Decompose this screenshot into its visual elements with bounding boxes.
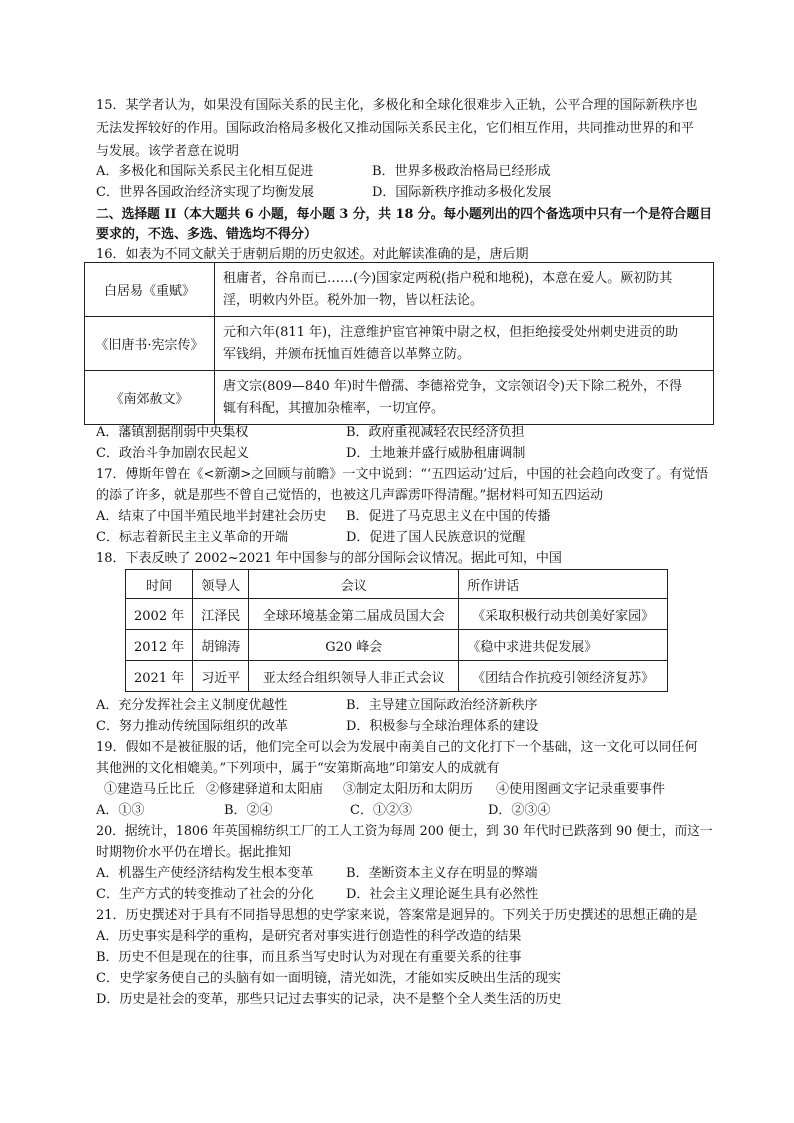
q16-option-a: A．藩镇割据削弱中央集权 — [96, 425, 249, 440]
q16-table — [84, 262, 714, 425]
q20-stem-line-1: 20．据统计，1806 年英国棉纺织工厂的工人工资为每周 200 便士，到 30 年代时已跌落到 90 便士，而这一 — [96, 824, 713, 839]
q15-option-b: B．世界多极政治格局已经形成 — [372, 164, 551, 179]
q18-cell: G20 峰会 — [249, 630, 459, 661]
q17-option-c: C．标志着新民主主义革命的开端 — [96, 530, 288, 545]
q18-cell: 胡锦涛 — [193, 630, 249, 661]
q16-option-b: B．政府重视减轻农民经济负担 — [346, 425, 525, 440]
q15-option-a: A．多极化和国际关系民主化相互促进 — [96, 164, 314, 179]
q16-text-line: 辄有科配，其擅加杂榷率，一切宜停。 — [223, 400, 445, 416]
q19-stem-line-2: 其他洲的文化相媲美。”下列项中，属于“安第斯高地”印第安人的成就有 — [96, 761, 500, 776]
q16-text-cell — [215, 371, 714, 425]
q16-source-cell: 白居易《重赋》 — [85, 263, 215, 317]
q18-header-row — [126, 570, 668, 599]
q16-text-line: 租庸者，谷帛而已……(今)国家定两税(指户税和地税)，本意在爱人。厥初防其 — [223, 270, 673, 286]
q21-option-d: D．历史是社会的变革，那些只记过去事实的记录，决不是整个全人类生活的历史 — [96, 992, 562, 1007]
q18-cell: 全球环境基金第二届成员国大会 — [249, 599, 459, 630]
q16-text-line: 唐文宗(809—840 年)时牛僧孺、李德裕党争，文宗领诏令)天下除二税外，不得 — [223, 378, 682, 394]
q18-cell: 2012 年 — [126, 630, 193, 661]
q17-stem-line-1: 17．傅斯年曾在《<新潮>之回顾与前瞻》一文中说到：“‘五四运动’过后，中国的社会趋向改变了。有觉悟 — [96, 467, 709, 482]
q18-option-a: A．充分发挥社会主义制度优越性 — [96, 698, 288, 713]
q18-table-row — [126, 630, 668, 661]
q18-cell: 《稳中求进共促发展》 — [459, 630, 668, 661]
section2-heading-line-2: 要求的，不选、多选、错选均不得分） — [96, 227, 318, 242]
q18-stem: 18．下表反映了 2002~2021 年中国参与的部分国际会议情况。据此可知，中国 — [96, 551, 562, 566]
q19-stem-line-1: 19．假如不是被征服的话，他们完全可以会为发展中南美自己的文化打下一个基础，这一文化可以同任何 — [96, 740, 698, 755]
q18-option-d: D．积极参与全球治理体系的建设 — [346, 719, 539, 734]
q18-table-row — [126, 599, 668, 630]
q17-option-d: D．促进了国人民族意识的觉醒 — [346, 530, 526, 545]
q21-option-b: B．历史不但是现在的往事，而且系当写史时认为对现在有重要关系的往事 — [96, 950, 522, 965]
q20-option-c: C．生产方式的转变推动了社会的分化 — [96, 887, 314, 902]
q18-cell: 《采取积极行动共创美好家园》 — [459, 599, 668, 630]
q16-option-d: D．土地兼并盛行威胁租庸调制 — [346, 446, 526, 461]
q15-option-c: C．世界各国政治经济实现了均衡发展 — [96, 185, 314, 200]
q15-stem-line-1: 15．某学者认为，如果没有国际关系的民主化，多极化和全球化很难步入正轨，公平合理的国际新秩序也 — [96, 98, 698, 113]
q19-option-c: C．①②③ — [350, 803, 412, 818]
q16-text-cell — [215, 317, 714, 371]
q18-header-cell: 会议 — [249, 570, 459, 599]
q16-text-line: 元和六年(811 年)，注意维护宦官神策中尉之权，但拒绝接受处州刺史进贡的助 — [223, 324, 679, 340]
q18-header-cell: 所作讲话 — [459, 570, 668, 599]
q20-option-b: B．垄断资本主义存在明显的弊端 — [346, 866, 538, 881]
q20-stem-line-2: 时期物价水平仍在增长。据此推知 — [96, 845, 292, 860]
q18-option-b: B．主导建立国际政治经济新秩序 — [346, 698, 538, 713]
q16-table-row — [85, 263, 714, 317]
q18-cell: 《团结合作抗疫引领经济复苏》 — [459, 661, 668, 692]
q20-option-a: A．机器生产使经济结构发生根本变革 — [96, 866, 314, 881]
q16-stem: 16．如表为不同文献关于唐朝后期的历史叙述。对此解读准确的是，唐后期 — [96, 247, 529, 262]
q21-stem: 21．历史撰述对于具有不同指导思想的史学家来说，答案常是迥异的。下列关于历史撰述的思想正确的是 — [96, 908, 698, 923]
q18-cell: 江泽民 — [193, 599, 249, 630]
q17-option-a: A．结束了中国半殖民地半封建社会历史 — [96, 509, 327, 524]
q18-cell: 习近平 — [193, 661, 249, 692]
q17-option-b: B．促进了马克思主义在中国的传播 — [346, 509, 551, 524]
q21-option-a: A．历史事实是科学的重构，是研究者对事实进行创造性的科学改造的结果 — [96, 929, 522, 944]
q20-option-d: D．社会主义理论诞生具有必然性 — [346, 887, 539, 902]
q18-table — [125, 569, 668, 692]
q19-item-1: ①建造马丘比丘 — [104, 782, 196, 797]
q19-option-d: D．②③④ — [488, 803, 551, 818]
q18-header-cell: 领导人 — [193, 570, 249, 599]
q16-text-cell — [215, 263, 714, 317]
q19-option-b: B．②④ — [224, 803, 273, 818]
q15-option-d: D．国际新秩序推动多极化发展 — [372, 185, 552, 200]
q19-item-2: ②修建驿道和太阳庙 — [206, 782, 324, 797]
q18-cell: 2002 年 — [126, 599, 193, 630]
q15-stem-line-3: 与发展。该学者意在说明 — [96, 144, 240, 159]
q18-cell: 2021 年 — [126, 661, 193, 692]
q19-option-a: A．①③ — [96, 803, 145, 818]
q21-option-c: C．史学家务使自己的头脑有如一面明镜，清光如洗，才能如实反映出生活的现实 — [96, 971, 561, 986]
q15-stem-line-2: 无法发挥较好的作用。国际政治格局多极化又推动国际关系民主化，它们相互作用，共同推动世界的和平 — [96, 121, 695, 136]
q16-table-row — [85, 371, 714, 425]
q19-item-3: ③制定太阳历和太阴历 — [343, 782, 474, 797]
q18-header-cell: 时间 — [126, 570, 193, 599]
q16-table-row — [85, 317, 714, 371]
q16-option-c: C．政治斗争加剧农民起义 — [96, 446, 249, 461]
q18-option-c: C．努力推动传统国际组织的改革 — [96, 719, 288, 734]
q16-source-cell: 《旧唐书·宪宗传》 — [85, 317, 215, 371]
q19-item-4: ④使用图画文字记录重要事件 — [496, 782, 666, 797]
section2-heading-line-1: 二、选择题 II（本大题共 6 小题，每小题 3 分，共 18 分。每小题列出的四个备选项中只有一个是符合题目 — [96, 207, 713, 222]
q16-text-line: 军钱绢，并颁布抚恤百姓德音以革弊立防。 — [223, 346, 471, 362]
q16-text-line: 淫，明敕内外臣。税外加一物，皆以枉法论。 — [223, 292, 484, 308]
q16-source-cell: 《南郊赦文》 — [85, 371, 215, 425]
q18-cell: 亚太经合组织领导人非正式会议 — [249, 661, 459, 692]
q17-stem-line-2: 的添了许多，就是那些不曾自己觉悟的，也被这几声霹雳吓得清醒。”据材料可知五四运动 — [96, 488, 604, 503]
q18-table-row — [126, 661, 668, 692]
